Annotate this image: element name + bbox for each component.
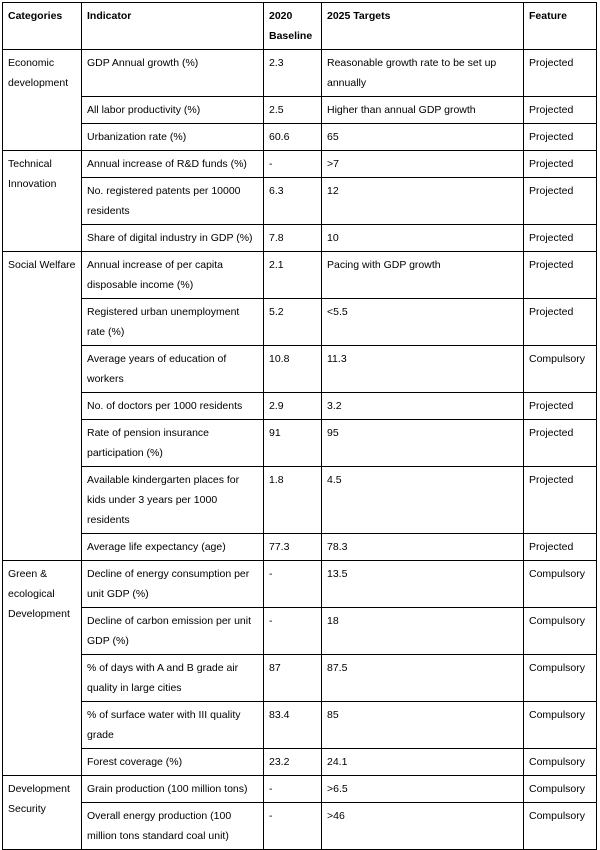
indicators-table — [2, 2, 597, 850]
header-baseline: 2020 Baseline — [264, 3, 322, 50]
indicator-cell: All labor productivity (%) — [82, 97, 264, 124]
indicator-cell: Share of digital industry in GDP (%) — [82, 225, 264, 252]
baseline-cell: 10.8 — [264, 346, 322, 393]
indicator-cell: Average years of education of workers — [82, 346, 264, 393]
target-cell: 18 — [322, 608, 524, 655]
category-cell: Green & ecological Development — [3, 561, 82, 776]
indicator-cell: Rate of pension insurance participation (%) — [82, 420, 264, 467]
header-categories: Categories — [3, 3, 82, 50]
indicator-cell: Forest coverage (%) — [82, 749, 264, 776]
indicator-cell: Urbanization rate (%) — [82, 124, 264, 151]
target-cell: 13.5 — [322, 561, 524, 608]
indicator-cell: Annual increase of per capita disposable income (%) — [82, 252, 264, 299]
baseline-cell: - — [264, 561, 322, 608]
table-row — [3, 776, 597, 803]
indicator-cell: Decline of energy consumption per unit GDP (%) — [82, 561, 264, 608]
baseline-cell: 1.8 — [264, 467, 322, 534]
table-row — [3, 561, 597, 608]
table-row — [3, 124, 597, 151]
table-row — [3, 655, 597, 702]
table-row — [3, 749, 597, 776]
feature-cell: Compulsory — [524, 702, 597, 749]
baseline-cell: - — [264, 776, 322, 803]
target-cell: 78.3 — [322, 534, 524, 561]
feature-cell: Projected — [524, 252, 597, 299]
header-feature: Feature — [524, 3, 597, 50]
feature-cell: Compulsory — [524, 655, 597, 702]
table-row — [3, 252, 597, 299]
category-cell: Technical Innovation — [3, 151, 82, 252]
target-cell: 95 — [322, 420, 524, 467]
table-row — [3, 393, 597, 420]
feature-cell: Projected — [524, 50, 597, 97]
target-cell: Higher than annual GDP growth — [322, 97, 524, 124]
indicator-cell: GDP Annual growth (%) — [82, 50, 264, 97]
baseline-cell: 5.2 — [264, 299, 322, 346]
baseline-cell: 2.1 — [264, 252, 322, 299]
indicator-cell: Available kindergarten places for kids under 3 years per 1000 residents — [82, 467, 264, 534]
feature-cell: Projected — [524, 393, 597, 420]
feature-cell: Compulsory — [524, 608, 597, 655]
table-row — [3, 151, 597, 178]
baseline-cell: 2.9 — [264, 393, 322, 420]
table-row — [3, 534, 597, 561]
target-cell: <5.5 — [322, 299, 524, 346]
feature-cell: Compulsory — [524, 346, 597, 393]
target-cell: 12 — [322, 178, 524, 225]
indicator-cell: % of surface water with III quality grade — [82, 702, 264, 749]
target-cell: Pacing with GDP growth — [322, 252, 524, 299]
table-row — [3, 467, 597, 534]
target-cell: 10 — [322, 225, 524, 252]
table-row — [3, 50, 597, 97]
feature-cell: Projected — [524, 299, 597, 346]
table-row — [3, 97, 597, 124]
baseline-cell: 23.2 — [264, 749, 322, 776]
target-cell: Reasonable growth rate to be set up annually — [322, 50, 524, 97]
indicator-cell: Average life expectancy (age) — [82, 534, 264, 561]
feature-cell: Projected — [524, 534, 597, 561]
feature-cell: Projected — [524, 467, 597, 534]
target-cell: 3.2 — [322, 393, 524, 420]
baseline-cell: - — [264, 803, 322, 850]
table-body — [3, 50, 597, 850]
target-cell: 65 — [322, 124, 524, 151]
target-cell: 24.1 — [322, 749, 524, 776]
baseline-cell: 83.4 — [264, 702, 322, 749]
indicator-cell: Decline of carbon emission per unit GDP (%) — [82, 608, 264, 655]
feature-cell: Compulsory — [524, 803, 597, 850]
baseline-cell: 87 — [264, 655, 322, 702]
baseline-cell: 2.3 — [264, 50, 322, 97]
category-cell: Development Security — [3, 776, 82, 850]
table-row — [3, 346, 597, 393]
table-row — [3, 178, 597, 225]
indicator-cell: Registered urban unemployment rate (%) — [82, 299, 264, 346]
feature-cell: Projected — [524, 178, 597, 225]
feature-cell: Projected — [524, 124, 597, 151]
baseline-cell: - — [264, 151, 322, 178]
baseline-cell: 60.6 — [264, 124, 322, 151]
baseline-cell: 77.3 — [264, 534, 322, 561]
baseline-cell: 91 — [264, 420, 322, 467]
target-cell: >7 — [322, 151, 524, 178]
feature-cell: Compulsory — [524, 561, 597, 608]
feature-cell: Compulsory — [524, 749, 597, 776]
feature-cell: Projected — [524, 225, 597, 252]
header-row — [3, 3, 597, 50]
table-row — [3, 299, 597, 346]
table-row — [3, 225, 597, 252]
feature-cell: Compulsory — [524, 776, 597, 803]
category-cell: Social Welfare — [3, 252, 82, 561]
indicator-cell: % of days with A and B grade air quality in large cities — [82, 655, 264, 702]
feature-cell: Projected — [524, 97, 597, 124]
header-targets: 2025 Targets — [322, 3, 524, 50]
baseline-cell: - — [264, 608, 322, 655]
category-cell: Economic development — [3, 50, 82, 151]
indicator-cell: Annual increase of R&D funds (%) — [82, 151, 264, 178]
target-cell: 11.3 — [322, 346, 524, 393]
table-row — [3, 803, 597, 850]
target-cell: 87.5 — [322, 655, 524, 702]
target-cell: 4.5 — [322, 467, 524, 534]
feature-cell: Projected — [524, 420, 597, 467]
table-row — [3, 420, 597, 467]
baseline-cell: 2.5 — [264, 97, 322, 124]
baseline-cell: 7.8 — [264, 225, 322, 252]
feature-cell: Projected — [524, 151, 597, 178]
indicator-cell: Grain production (100 million tons) — [82, 776, 264, 803]
table-row — [3, 608, 597, 655]
table-row — [3, 702, 597, 749]
baseline-cell: 6.3 — [264, 178, 322, 225]
indicator-cell: No. registered patents per 10000 residents — [82, 178, 264, 225]
target-cell: >46 — [322, 803, 524, 850]
target-cell: 85 — [322, 702, 524, 749]
target-cell: >6.5 — [322, 776, 524, 803]
indicator-cell: Overall energy production (100 million tons standard coal unit) — [82, 803, 264, 850]
indicator-cell: No. of doctors per 1000 residents — [82, 393, 264, 420]
header-indicator: Indicator — [82, 3, 264, 50]
